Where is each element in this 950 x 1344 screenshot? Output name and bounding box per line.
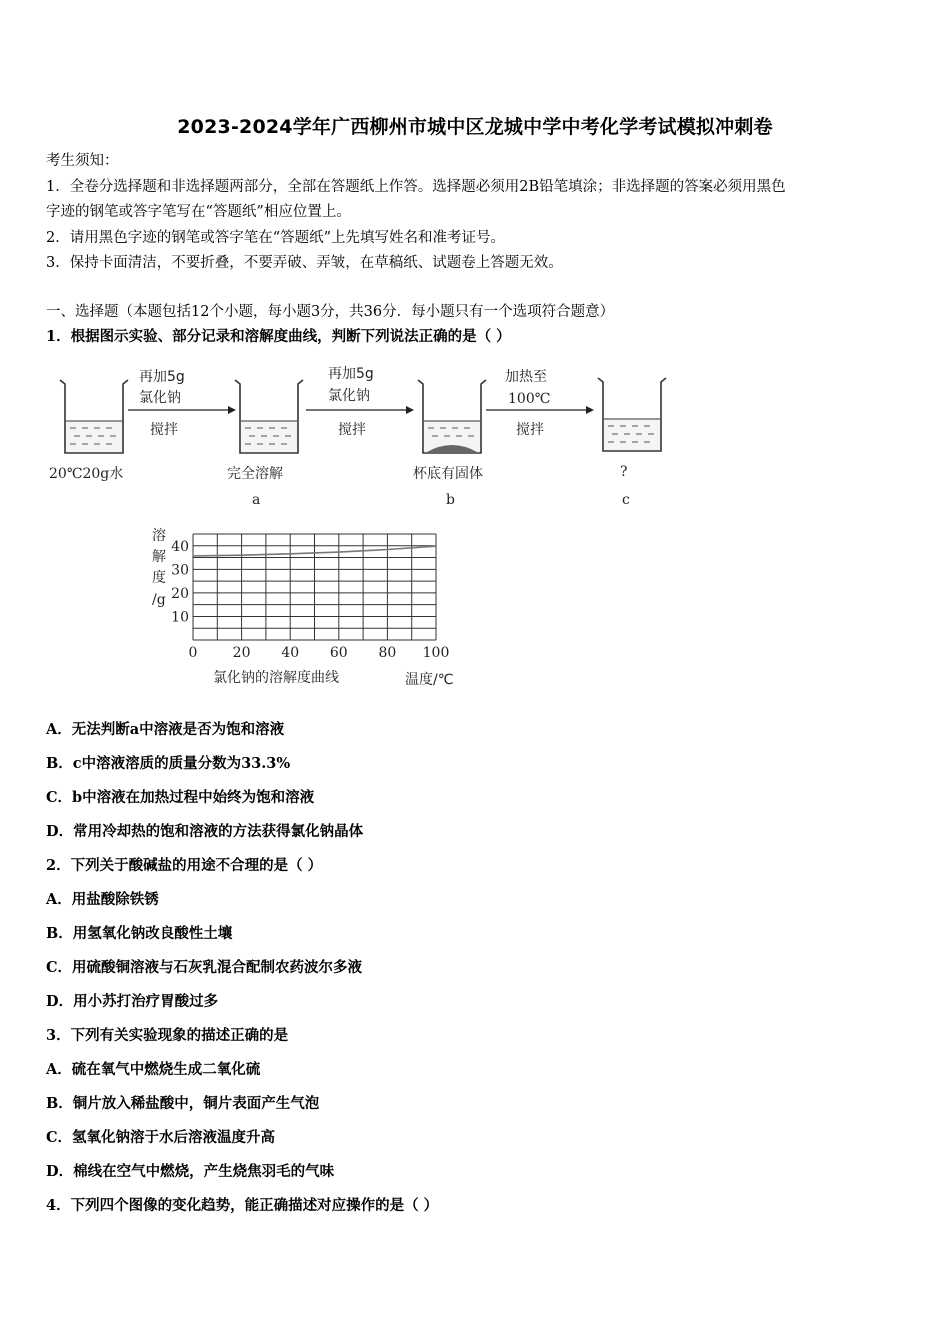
q3-option-c: C．氢氧化钠溶于水后溶液温度升高 — [46, 1129, 276, 1146]
x-tick-label: 0 — [188, 645, 198, 661]
notice-item-2: 2．请用黑色字迹的钢笔或答字笔在“答题纸”上先填写姓名和准考证号。 — [46, 230, 506, 246]
x-tick-label: 20 — [232, 645, 251, 661]
y-tick-label: 10 — [171, 609, 189, 626]
arrow2-mid: 氯化钠 — [328, 388, 370, 404]
arrow1-bottom: 搅拌 — [150, 422, 178, 438]
q1-option-d: D．常用冷却热的饱和溶液的方法获得氯化钠晶体 — [46, 823, 364, 840]
arrow2-bottom: 搅拌 — [338, 422, 366, 438]
chart-grid — [193, 534, 436, 640]
beaker-c-label: ? — [620, 464, 628, 480]
x-tick-label: 60 — [329, 645, 348, 661]
ylabel-char-2: 解 — [152, 549, 166, 565]
notice-item-3: 3．保持卡面清洁，不要折叠，不要弄破、弄皱，在草稿纸、试题卷上答题无效。 — [46, 255, 563, 271]
beaker-a-label: 完全溶解 — [227, 466, 283, 482]
arrow3-bottom: 搅拌 — [516, 422, 544, 438]
q3-option-a: A．硫在氧气中燃烧生成二氧化硫 — [46, 1061, 261, 1078]
q2-option-d: D．用小苏打治疗胃酸过多 — [46, 993, 219, 1010]
q1-option-b: B．c中溶液溶质的质量分数为33.3% — [46, 755, 291, 772]
y-tick-label: 30 — [171, 562, 189, 579]
beaker-a-letter: a — [252, 492, 261, 508]
ylabel-char-1: 溶 — [152, 528, 166, 544]
section-heading: 一、选择题（本题包括12个小题，每小题3分，共36分．每小题只有一个选项符合题意） — [46, 304, 615, 320]
chart-title: 氯化钠的溶解度曲线 — [213, 670, 339, 686]
q3-stem: 3．下列有关实验现象的描述正确的是 — [46, 1027, 289, 1044]
q2-option-b: B．用氢氧化钠改良酸性土壤 — [46, 925, 233, 942]
x-tick-label: 40 — [281, 645, 300, 661]
q1-option-c: C．b中溶液在加热过程中始终为饱和溶液 — [46, 789, 315, 806]
q2-option-c: C．用硫酸铜溶液与石灰乳混合配制农药波尔多液 — [46, 959, 363, 976]
beaker-0-label: 20℃20g水 — [49, 466, 124, 482]
x-tick-label: 80 — [378, 645, 397, 661]
ylabel-char-4: /g — [152, 592, 166, 608]
arrow2-top: 再加5g — [328, 366, 374, 382]
q3-option-d: D．棉线在空气中燃烧，产生烧焦羽毛的气味 — [46, 1163, 335, 1180]
y-tick-label: 20 — [171, 585, 189, 602]
y-tick-label: 40 — [171, 538, 189, 555]
arrow1-top: 再加5g — [139, 369, 185, 385]
x-tick-label: 100 — [422, 645, 450, 661]
notice-item-1b: 字迹的钢笔或答字笔写在“答题纸”相应位置上。 — [46, 204, 351, 220]
q3-option-b: B．铜片放入稀盐酸中，铜片表面产生气泡 — [46, 1095, 320, 1112]
chart-xlabel: 温度/℃ — [405, 672, 454, 688]
ylabel-char-3: 度 — [152, 570, 166, 586]
beaker-b-label: 杯底有固体 — [413, 466, 483, 482]
q2-option-a: A．用盐酸除铁锈 — [46, 891, 159, 908]
arrow3-mid: 100℃ — [508, 391, 551, 407]
beaker-c-letter: c — [622, 492, 630, 508]
q1-stem: 1．根据图示实验、部分记录和溶解度曲线，判断下列说法正确的是（ ） — [46, 328, 511, 345]
page-title: 2023-2024学年广西柳州市城中区龙城中学中考化学考试模拟冲刺卷 — [177, 116, 773, 138]
arrow1-mid: 氯化钠 — [139, 390, 181, 406]
q4-stem: 4．下列四个图像的变化趋势，能正确描述对应操作的是（ ） — [46, 1197, 439, 1214]
notice-item-1a: 1．全卷分选择题和非选择题两部分，全部在答题纸上作答。选择题必须用2B铅笔填涂；非选择题的答案必须用黑色 — [46, 179, 786, 195]
beaker-b-letter: b — [446, 492, 455, 508]
notice-heading: 考生须知： — [46, 153, 119, 169]
arrow3-top: 加热至 — [505, 369, 547, 385]
q2-stem: 2．下列关于酸碱盐的用途不合理的是（ ） — [46, 857, 323, 874]
q1-option-a: A．无法判断a中溶液是否为饱和溶液 — [46, 721, 285, 738]
